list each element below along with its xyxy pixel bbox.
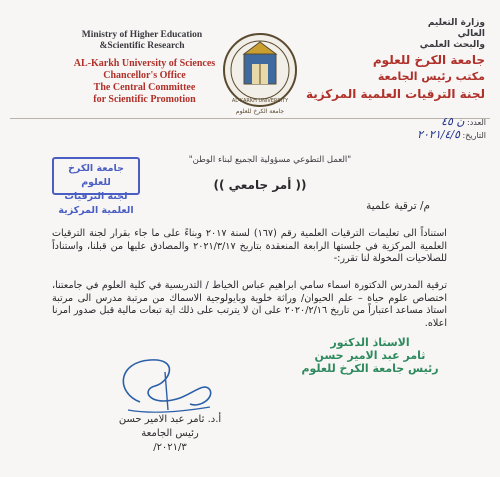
date-value: ٢٠٢١/٤/٥ [417, 128, 460, 141]
university-logo [222, 30, 298, 116]
signatory-title: رئيس الجامعة [141, 428, 199, 439]
ar-ministry: وزارة التعليم العالي [427, 18, 485, 39]
logo-text: جامعة الكرخ للعلوم [235, 108, 285, 115]
ar-university: جامعة الكرخ للعلوم [372, 53, 485, 67]
en-office: Chancellor's Office [103, 70, 186, 81]
paragraph-authority: استناداً الى تعليمات الترقيات العلمية رقم (١٦٧) لسنة ٢٠١٧ وبناءً على ما جاء بقرار لجنة الترقيات العلمية المركزية في جلستها الرابعة المنعقدة بتاريخ ٢٠٢١/٣/١٧ والمصادق عليها من قبلنا، واستناداً للصلاحيات المخولة لنا تقرر:- [52, 228, 447, 264]
en-promotion: for Scientific Promotion [93, 94, 196, 105]
handwritten-signature [110, 352, 220, 416]
number-value: ن ٤٥ [441, 115, 465, 128]
subject-line: م/ ترقية علمية [366, 200, 430, 212]
paragraph-promotion: ترقية المدرس الدكتورة اسماء سامي ابراهيم عباس الخياط / التدريسية في كلية العلوم في جامعتنا، اختصاص علوم حياة – علم الحيوان/ وراثة خلوية وبايولوجية الاسماك من مرتبة مدرس الى مرتبة استاذ مساعد اعتباراً من تاريخ ٢٠٢٠/٢/١٦ على ان لا يترتب على ذلك اية تبعات مالية قبل صدور امرنا اعلاه. [52, 280, 447, 329]
green-stamp-line-3: رئيس جامعة الكرخ للعلوم [301, 362, 439, 375]
order-title: (( أمر جامعي )) [213, 178, 307, 192]
en-committee: The Central Committee [93, 82, 196, 93]
stamp-line-1: جامعة الكرخ للعلوم [68, 163, 124, 188]
english-university-header [62, 58, 227, 106]
date-label: التاريخ: [462, 131, 486, 140]
ar-committee: لجنة الترقيات العلمية المركزية [305, 87, 485, 101]
en-ministry: Ministry of Higher Education [81, 30, 203, 40]
signatory-date: ٢٠٢١/٣/ [153, 442, 187, 453]
arabic-ministry-header [405, 18, 485, 51]
ar-research: والبحث العلمي [419, 40, 485, 50]
number-label: العدد: [467, 118, 486, 127]
green-signature-stamp [290, 336, 450, 375]
english-ministry-header [62, 30, 222, 52]
logo-text-en: AL-KARKH UNIVERSITY [231, 98, 289, 104]
green-stamp-line-1: الاستاذ الدكتور [330, 336, 410, 349]
committee-stamp [52, 157, 140, 216]
stamp-line-2: لجنة الترقيات العلمية المركزية [58, 191, 134, 216]
signatory-name: أ.د. ثامر عبد الامير حسن [118, 414, 222, 425]
motto: "العمل التطوعي مسؤولية الجميع لبناء الوطن" [188, 155, 352, 165]
ar-office: مكتب رئيس الجامعة [377, 70, 485, 83]
en-research: &Scientific Research [99, 41, 185, 51]
green-stamp-line-2: ثامر عبد الامير حسن [314, 349, 426, 362]
signatory-block [100, 413, 240, 455]
reference-block [388, 116, 486, 142]
en-university: AL-Karkh University of Sciences [73, 58, 216, 69]
